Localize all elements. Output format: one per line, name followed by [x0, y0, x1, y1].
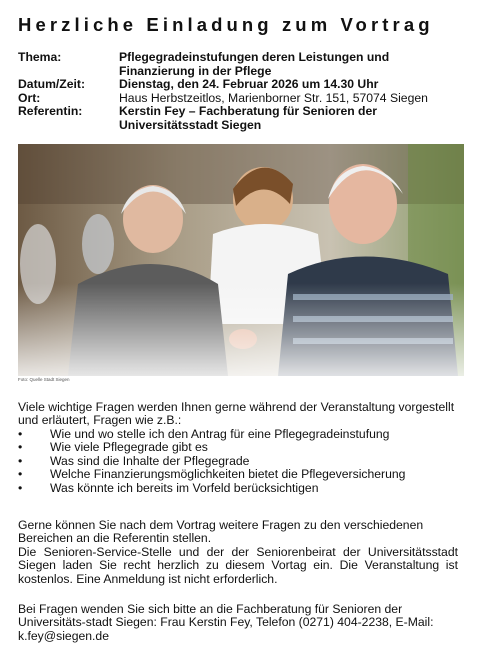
event-photo — [18, 144, 464, 376]
questions-paragraph: Gerne können Sie nach dem Vortrag weitere Fragen zu den verschiedenen Bereichen an die Referentin stellen. — [18, 518, 424, 546]
speaker-row — [18, 105, 463, 132]
bullet-icon: • — [18, 453, 23, 468]
topic-row — [18, 51, 463, 78]
speaker-value: Kerstin Fey – Fachberatung für Senioren der Universitätsstadt Siegen — [119, 104, 378, 132]
bullet-icon: • — [18, 467, 23, 482]
topic-value: Pflegegradeinstufungen deren Leistungen und Finanzierung in der Pflege — [119, 50, 390, 78]
list-item — [18, 428, 458, 441]
bullet-icon: • — [18, 427, 23, 441]
place-label: Ort: — [18, 90, 41, 105]
list-item-text: Was könnte ich bereits im Vorfeld berücksichtigen — [50, 480, 319, 495]
list-item — [18, 441, 458, 454]
topic-label: Thema: — [18, 50, 62, 64]
list-item — [18, 482, 458, 495]
photo-credit: Foto: Quelle Stadt Siegen — [18, 377, 70, 382]
list-item — [18, 468, 458, 481]
question-list — [18, 428, 458, 495]
intro-text: Viele wichtige Fragen werden Ihnen gerne während der Veranstaltung vorgestellt und erläutert, Fragen wie z.B.: — [18, 400, 455, 428]
invitation-paragraph: Die Senioren-Service-Stelle und der der Seniorenbeirat der Universitätsstadt Siegen laden Sie recht herzlich zu diesem Vortag ein. Die Veranstaltung ist kostenlos. Eine Anmeldung ist nicht erforderlich. — [18, 545, 458, 586]
bullet-icon: • — [18, 480, 23, 495]
page-title: Herzliche Einladung zum Vortrag — [18, 14, 434, 35]
bullet-icon: • — [18, 440, 23, 455]
list-item-text: Wie und wo stelle ich den Antrag für eine Pflegegradeinstufung — [50, 427, 390, 441]
photo-illustration — [18, 144, 464, 376]
contact-paragraph: Bei Fragen wenden Sie sich bitte an die Fachberatung für Senioren der Universitäts-stadt Siegen: Frau Kerstin Fey, Telefon (0271) 404-2238, E-Mail: k.fey@siegen.de — [18, 602, 434, 643]
list-item-text: Was sind die Inhalte der Pflegegrade — [50, 453, 250, 468]
list-item-text: Welche Finanzierungsmöglichkeiten bietet die Pflegeversicherung — [50, 467, 406, 482]
date-row — [18, 78, 463, 92]
speaker-label: Referentin: — [18, 104, 83, 118]
date-value: Dienstag, den 24. Februar 2026 um 14.30 Uhr — [119, 77, 379, 91]
date-label: Datum/Zeit: — [18, 77, 86, 91]
list-item — [18, 455, 458, 468]
event-info — [18, 51, 463, 132]
place-row — [18, 92, 463, 106]
list-item-text: Wie viele Pflegegrade gibt es — [50, 440, 208, 455]
place-value: Haus Herbstzeitlos, Marienborner Str. 151, 57074 Siegen — [119, 90, 428, 105]
